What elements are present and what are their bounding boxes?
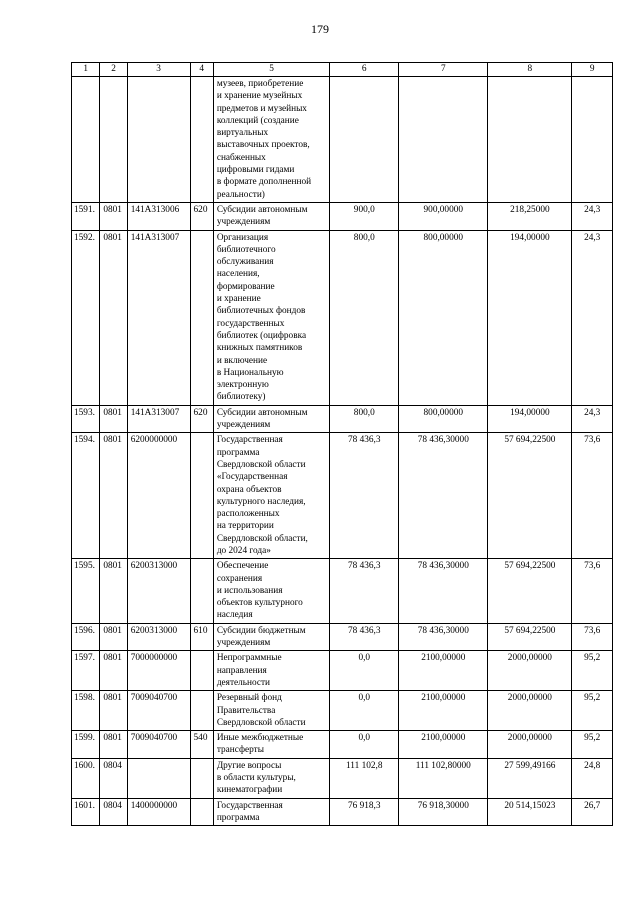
- target-article-code: 6200313000: [127, 623, 190, 651]
- target-article-code: 7009040700: [127, 691, 190, 731]
- item-name: Другие вопросы в области культуры, кинематографии: [213, 758, 330, 798]
- expense-type-code: 540: [190, 731, 213, 759]
- planned-amount: 2100,00000: [399, 651, 488, 691]
- row-number: 1599.: [72, 731, 100, 759]
- executed-amount: 194,00000: [488, 230, 572, 405]
- planned-amount: 2100,00000: [399, 731, 488, 759]
- approved-amount: 76 918,3: [330, 798, 399, 826]
- item-name: Субсидии бюджетным учреждениям: [213, 623, 330, 651]
- table-row: [72, 230, 613, 405]
- execution-percent: 95,2: [572, 651, 613, 691]
- header-col-9: 9: [572, 63, 613, 77]
- header-col-7: 7: [399, 63, 488, 77]
- expense-type-code: [190, 691, 213, 731]
- row-number: 1594.: [72, 433, 100, 559]
- table-row: [72, 405, 613, 433]
- executed-amount: 2000,00000: [488, 691, 572, 731]
- item-name: Государственная программа Свердловской области «Государственная охрана объектов культурного наследия, расположенных на территории Свердловской области, до 2024 года»: [213, 433, 330, 559]
- section-code: 0801: [100, 230, 127, 405]
- item-name: Иные межбюджетные трансферты: [213, 731, 330, 759]
- planned-amount: 800,00000: [399, 405, 488, 433]
- section-code: 0801: [100, 559, 127, 623]
- table-body: [72, 77, 613, 826]
- planned-amount: 78 436,30000: [399, 433, 488, 559]
- page-number: 179: [311, 22, 329, 36]
- item-name: Субсидии автономным учреждениям: [213, 405, 330, 433]
- execution-percent: 95,2: [572, 691, 613, 731]
- header-row: [72, 63, 613, 77]
- row-number: 1595.: [72, 559, 100, 623]
- planned-amount: 76 918,30000: [399, 798, 488, 826]
- item-name: Государственная программа: [213, 798, 330, 826]
- target-article-code: [127, 758, 190, 798]
- header-col-2: 2: [100, 63, 127, 77]
- header-col-3: 3: [127, 63, 190, 77]
- target-article-code: [127, 77, 190, 203]
- execution-percent: 24,3: [572, 230, 613, 405]
- row-number: 1598.: [72, 691, 100, 731]
- approved-amount: 78 436,3: [330, 559, 399, 623]
- item-name: Обеспечение сохранения и использования объектов культурного наследия: [213, 559, 330, 623]
- section-code: [100, 77, 127, 203]
- target-article-code: 141A313007: [127, 230, 190, 405]
- section-code: 0804: [100, 798, 127, 826]
- executed-amount: 57 694,22500: [488, 559, 572, 623]
- table-row: [72, 731, 613, 759]
- executed-amount: 20 514,15023: [488, 798, 572, 826]
- item-name: Непрограммные направления деятельности: [213, 651, 330, 691]
- approved-amount: 78 436,3: [330, 623, 399, 651]
- table-row: [72, 798, 613, 826]
- item-name: музеев, приобретение и хранение музейных предметов и музейных коллекций (создание виртуальных выставочных проектов, снабженных цифровыми гидами в формате дополненной реальности): [213, 77, 330, 203]
- target-article-code: 7000000000: [127, 651, 190, 691]
- budget-table: [71, 62, 613, 826]
- executed-amount: 57 694,22500: [488, 433, 572, 559]
- target-article-code: 6200313000: [127, 559, 190, 623]
- target-article-code: 7009040700: [127, 731, 190, 759]
- section-code: 0801: [100, 202, 127, 230]
- planned-amount: 78 436,30000: [399, 559, 488, 623]
- row-number: 1593.: [72, 405, 100, 433]
- execution-percent: 73,6: [572, 433, 613, 559]
- section-code: 0801: [100, 691, 127, 731]
- row-number: 1597.: [72, 651, 100, 691]
- section-code: 0801: [100, 405, 127, 433]
- item-name: Субсидии автономным учреждениям: [213, 202, 330, 230]
- planned-amount: 800,00000: [399, 230, 488, 405]
- executed-amount: [488, 77, 572, 203]
- approved-amount: 111 102,8: [330, 758, 399, 798]
- approved-amount: 0,0: [330, 731, 399, 759]
- table-row: [72, 691, 613, 731]
- execution-percent: 24,3: [572, 202, 613, 230]
- expense-type-code: [190, 758, 213, 798]
- item-name: Организация библиотечного обслуживания населения, формирование и хранение библиотечных фондов государственных библиотек (оцифровка книжных памятников и включение в Национальную электронную библиотеку): [213, 230, 330, 405]
- approved-amount: 900,0: [330, 202, 399, 230]
- planned-amount: [399, 77, 488, 203]
- section-code: 0801: [100, 731, 127, 759]
- expense-type-code: 620: [190, 202, 213, 230]
- execution-percent: [572, 77, 613, 203]
- target-article-code: 141A313006: [127, 202, 190, 230]
- item-name: Резервный фонд Правительства Свердловской области: [213, 691, 330, 731]
- execution-percent: 73,6: [572, 623, 613, 651]
- section-code: 0801: [100, 433, 127, 559]
- row-number: 1591.: [72, 202, 100, 230]
- executed-amount: 218,25000: [488, 202, 572, 230]
- target-article-code: 141A313007: [127, 405, 190, 433]
- table-row: [72, 651, 613, 691]
- execution-percent: 95,2: [572, 731, 613, 759]
- executed-amount: 27 599,49166: [488, 758, 572, 798]
- expense-type-code: [190, 559, 213, 623]
- execution-percent: 26,7: [572, 798, 613, 826]
- expense-type-code: [190, 798, 213, 826]
- table-row: [72, 77, 613, 203]
- target-article-code: 6200000000: [127, 433, 190, 559]
- planned-amount: 900,00000: [399, 202, 488, 230]
- expense-type-code: 620: [190, 405, 213, 433]
- row-number: 1601.: [72, 798, 100, 826]
- expense-type-code: [190, 77, 213, 203]
- header-col-5: 5: [213, 63, 330, 77]
- expense-type-code: [190, 433, 213, 559]
- table-row: [72, 433, 613, 559]
- header-col-8: 8: [488, 63, 572, 77]
- approved-amount: 800,0: [330, 230, 399, 405]
- execution-percent: 73,6: [572, 559, 613, 623]
- section-code: 0801: [100, 651, 127, 691]
- executed-amount: 2000,00000: [488, 651, 572, 691]
- planned-amount: 111 102,80000: [399, 758, 488, 798]
- row-number: [72, 77, 100, 203]
- row-number: 1600.: [72, 758, 100, 798]
- executed-amount: 57 694,22500: [488, 623, 572, 651]
- approved-amount: 78 436,3: [330, 433, 399, 559]
- row-number: 1596.: [72, 623, 100, 651]
- header-col-6: 6: [330, 63, 399, 77]
- table-row: [72, 202, 613, 230]
- row-number: 1592.: [72, 230, 100, 405]
- table-row: [72, 758, 613, 798]
- planned-amount: 78 436,30000: [399, 623, 488, 651]
- approved-amount: [330, 77, 399, 203]
- header-col-1: 1: [72, 63, 100, 77]
- approved-amount: 0,0: [330, 651, 399, 691]
- target-article-code: 1400000000: [127, 798, 190, 826]
- expense-type-code: [190, 651, 213, 691]
- table-row: [72, 623, 613, 651]
- execution-percent: 24,3: [572, 405, 613, 433]
- approved-amount: 0,0: [330, 691, 399, 731]
- section-code: 0804: [100, 758, 127, 798]
- execution-percent: 24,8: [572, 758, 613, 798]
- executed-amount: 194,00000: [488, 405, 572, 433]
- expense-type-code: [190, 230, 213, 405]
- planned-amount: 2100,00000: [399, 691, 488, 731]
- section-code: 0801: [100, 623, 127, 651]
- header-col-4: 4: [190, 63, 213, 77]
- table-row: [72, 559, 613, 623]
- approved-amount: 800,0: [330, 405, 399, 433]
- executed-amount: 2000,00000: [488, 731, 572, 759]
- expense-type-code: 610: [190, 623, 213, 651]
